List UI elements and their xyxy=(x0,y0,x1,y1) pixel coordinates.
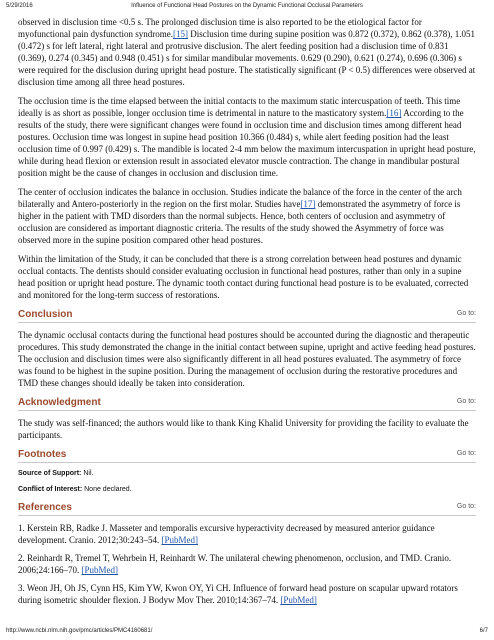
text: The center of occlusion indicates the balance in occlusion. Studies indicate the balance of the force in the center of the arch bilaterally and Antero-posteriorly in the region on the first molar. Studies have xyxy=(18,187,462,209)
page-footer xyxy=(6,628,488,638)
reference-list xyxy=(18,522,476,606)
reference-item xyxy=(18,552,476,576)
section-title: Footnotes xyxy=(18,449,67,460)
note-label: Source of Support: xyxy=(18,470,82,477)
conflict-of-interest xyxy=(18,485,476,495)
text: observed in disclusion time <0.5 s. The prolonged disclusion time is also reported to be the etiological factor for myofunctional pain dysfunction syndrome. xyxy=(18,17,422,39)
paragraph-disclusion xyxy=(18,16,476,88)
section-header-conclusion xyxy=(18,308,476,323)
section-title: Conclusion xyxy=(18,309,73,320)
source-of-support xyxy=(18,469,476,479)
note-value: None declared. xyxy=(82,486,132,493)
paragraph-center-of-occlusion xyxy=(18,186,476,246)
pubmed-link[interactable]: [PubMed] xyxy=(81,565,119,575)
conclusion-text: The dynamic occlusal contacts during the functional head postures should be accounted during the diagnostic and therapeutic procedures. This study demonstrated the change in the initial contact between supine, upright and active feeding head postures. The occlusion and disclusion times were also significantly different in all head postures evaluated. The asymmetry of force was found to be highest in the supine position. During the management of occlusion during the restorative procedures and TMD these changes should ideally be taken into consideration. xyxy=(18,330,476,388)
article-content xyxy=(18,16,476,612)
reference-text: 2. Reinhardt R, Tremel T, Wehrbein H, Reinhardt W. The unilateral chewing phenomenon, occlusion, and TMD. Cranio. 2006;24:166–70. xyxy=(18,553,452,575)
text: The occlusion time is the time elapsed between the initial contacts to the maximum static intercuspation of teeth. This time ideally is as short as possible, longer occlusion time is detrimental in nature to the masticatory system. xyxy=(18,96,461,118)
paragraph-limitations: Within the limitation of the Study, it can be concluded that there is a strong correlation between head postures and dynamic occlual contacts. The dentists should consider evaluating occlusion in functional head postures, rather than only in a supine head position or upright head posture. The dynamic tooth contact during functional head posture is to be evaluated, corrected and monitored for the long-term success of restorations. xyxy=(18,254,469,300)
goto-link[interactable]: Go to: xyxy=(456,450,476,457)
page-url: http://www.ncbi.nlm.nih.gov/pmc/articles/PMC4160681/ xyxy=(6,628,153,634)
goto-link[interactable]: Go to: xyxy=(456,503,476,510)
section-title: References xyxy=(18,502,72,513)
pubmed-link[interactable]: [PubMed] xyxy=(161,535,198,545)
goto-link[interactable]: Go to: xyxy=(456,398,476,405)
section-header-acknowledgment xyxy=(18,396,476,411)
section-header-footnotes xyxy=(18,448,476,463)
citation-link[interactable]: [17] xyxy=(300,199,316,209)
text: Disclusion time during supine position was 0.872 (0.372), 0.862 (0.378), 1.051 (0.472) s for left lateral, right lateral and protrusive disclusion. The alert feeding position had a disclusion time of 0.831 (0.369), 0.274 (0.345) and 0.948 (0.451) s for similar mandibular movements. 0.629 (0.290), 0.621 (0.274), 0.696 (0.306) s were required for the disclusion during upright head posture. The statistically significant (P < 0.5) differences were observed at disclusion time among all three head postures. xyxy=(18,29,476,87)
text: demonstrated the asymmetry of force is higher in the patient with TMD disorders than the normal subjects. Hence, both centers of occlusion and asymmetry of occlusion are considered as important diagnostic criteria. The results of the study showed the Asymmetry of force was observed more in the supine position compared other head postures. xyxy=(18,199,461,245)
reference-text: 3. Weon JH, Oh JS, Cynn HS, Kim YW, Kwon OY, Yi CH. Influence of forward head posture on scapular upward rotators during isometric shoulder flexion. J Bodyw Mov Ther. 2010;14:367–74. xyxy=(18,583,458,605)
citation-link[interactable]: [16] xyxy=(386,108,402,118)
text: According to the results of the study, there were significant changes were found in occlusion time and disclusion times among different head postures. Occlusion time was longest in supine head position 10.366 (0.484) s, while alert feeding position had the least occlusion time of 0.997 (0.429) s. The mandible is located 2-4 mm below the maximum intercuspation in upright head posture, while during head flexion or extension result in associated elevator muscle contraction. The change in mandibular postural position might be the cause of changes in occlusion and disclusion time. xyxy=(18,108,476,178)
print-title: Influence of Functional Head Postures on the Dynamic Functional Occlusal Parameters xyxy=(131,3,363,9)
page-number: 6/7 xyxy=(479,628,488,634)
print-date: 5/29/2016 xyxy=(6,3,33,9)
paragraph-occlusion-time xyxy=(18,95,476,179)
reference-item xyxy=(18,582,476,606)
goto-link[interactable]: Go to: xyxy=(456,310,476,317)
section-header-references xyxy=(18,501,476,516)
acknowledgment-text: The study was self-financed; the authors would like to thank King Khalid University for providing the facility to evaluate the participants. xyxy=(18,418,469,440)
page-header xyxy=(6,3,488,15)
reference-text: 1. Kerstein RB, Radke J. Masseter and temporalis excursive hyperactivity decreased by measured anterior guidance development. Cranio. 2012;30:243–54. xyxy=(18,523,435,545)
note-label: Conflict of Interest: xyxy=(18,486,83,493)
pubmed-link[interactable]: [PubMed] xyxy=(280,595,317,605)
section-title: Acknowledgment xyxy=(18,397,101,408)
citation-link[interactable]: [15] xyxy=(172,29,188,39)
note-value: Nil. xyxy=(81,470,94,477)
reference-item xyxy=(18,522,476,546)
